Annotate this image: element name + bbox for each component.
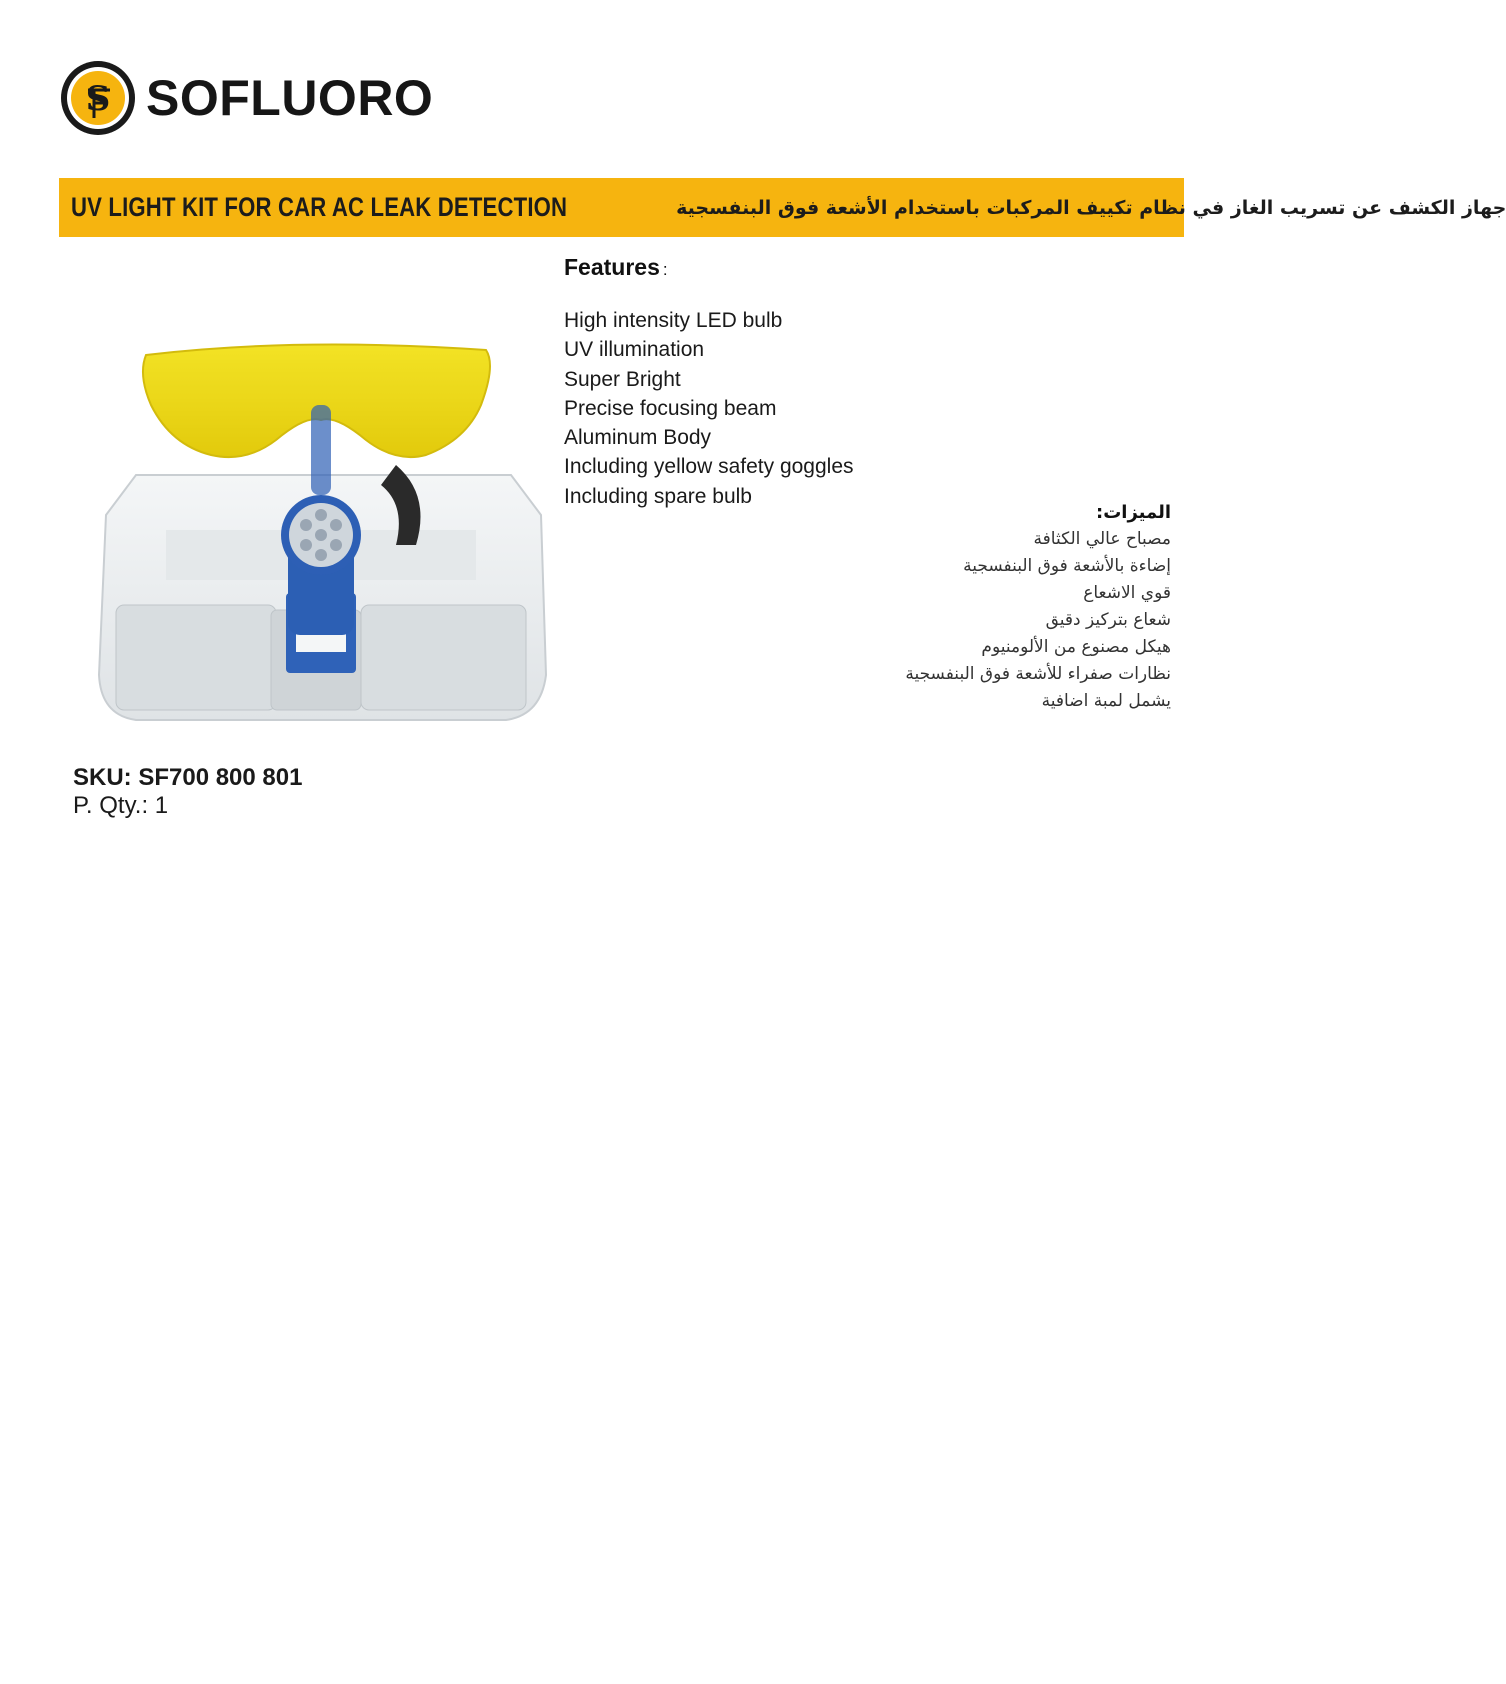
feature-ar-item: مصباح عالي الكثافة	[1033, 529, 1171, 549]
feature-ar-item: قوي الاشعاع	[1083, 583, 1171, 603]
sku-label: SKU: SF700 800 801	[73, 764, 303, 791]
sf-monogram-icon	[58, 58, 138, 138]
brand-name: SOFLUORO	[146, 70, 434, 126]
pack-quantity: P. Qty.: 1	[73, 792, 169, 819]
features-heading-text: Features	[564, 254, 660, 280]
svg-text:S: S	[85, 79, 111, 119]
feature-ar-item: هيكل مصنوع من الألومنيوم	[981, 637, 1171, 657]
features-ar-heading: الميزات:	[1096, 502, 1171, 523]
features-list	[564, 306, 854, 511]
brand-logo	[58, 58, 433, 138]
features-heading-colon: :	[662, 260, 668, 279]
feature-item: High intensity LED bulb	[564, 309, 783, 332]
feature-ar-item: إضاءة بالأشعة فوق البنفسجية	[963, 556, 1171, 576]
feature-item: Aluminum Body	[564, 426, 712, 450]
title-banner	[59, 178, 1506, 237]
uv-kit-photo	[96, 345, 546, 725]
banner-title-ar: جهاز الكشف عن تسريب الغاز في نظام تكييف المركبات باستخدام الأشعة فوق البنفسجية	[676, 196, 1506, 219]
feature-item: Super Bright	[564, 367, 681, 391]
feature-item: UV illumination	[564, 338, 705, 362]
features-ar-list	[905, 526, 1171, 715]
feature-item: Including yellow safety goggles	[564, 455, 854, 479]
feature-item: Precise focusing beam	[564, 396, 777, 420]
feature-ar-item: شعاع بتركيز دقيق	[1045, 610, 1171, 630]
banner-title-en: UV LIGHT KIT FOR CAR AC LEAK DETECTION	[71, 192, 568, 222]
features-heading	[564, 254, 668, 281]
feature-ar-item: يشمل لمبة اضافية	[1041, 691, 1171, 711]
feature-item: Including spare bulb	[564, 484, 752, 508]
features-ar-block	[905, 500, 1171, 715]
feature-ar-item: نظارات صفراء للأشعة فوق البنفسجية	[905, 664, 1171, 684]
